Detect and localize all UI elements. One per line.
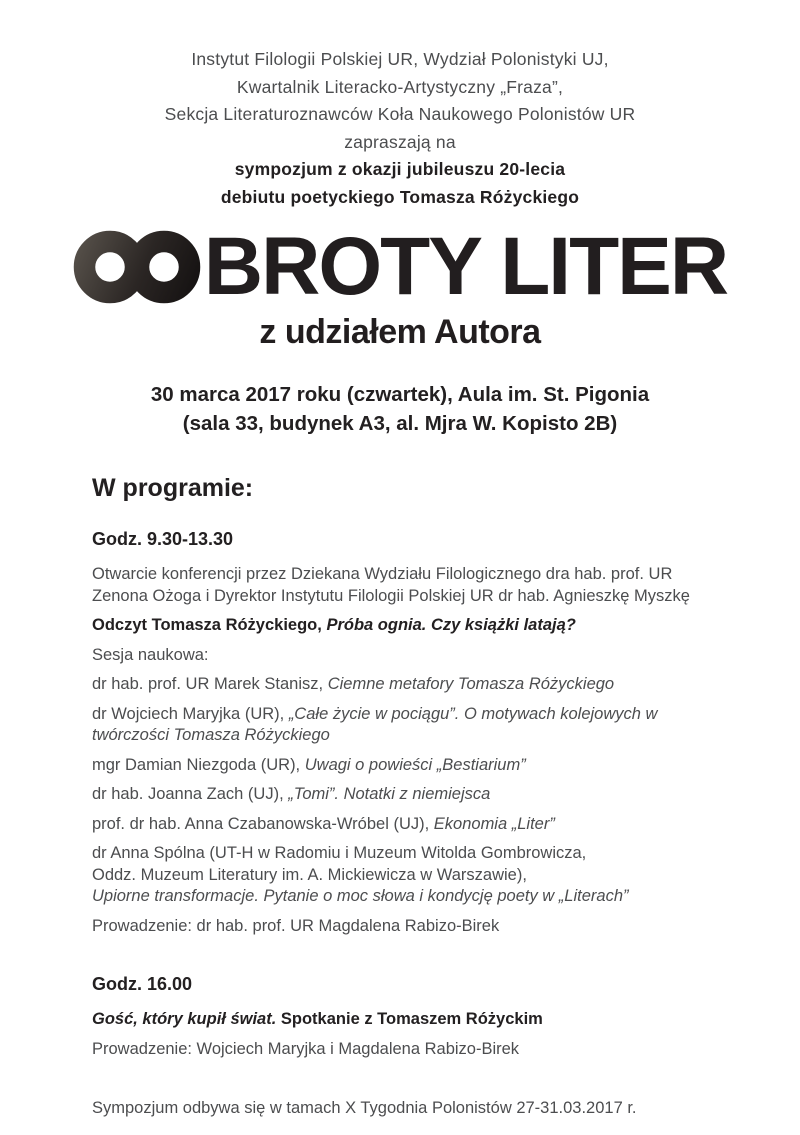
- talk-title: Ekonomia „Liter”: [433, 814, 555, 833]
- talk-speaker: dr hab. Joanna Zach (UJ),: [92, 785, 289, 803]
- talk-entry-spolna: [92, 843, 730, 908]
- reading-entry: [92, 615, 730, 637]
- talk-entry: [92, 755, 730, 777]
- afternoon-session: [92, 974, 730, 1060]
- talk-entry: [92, 784, 730, 806]
- morning-session: [92, 529, 730, 937]
- organizer-line: Instytut Filologii Polskiej UR, Wydział Polonistyki UJ,: [191, 49, 609, 69]
- talk-title: „Tomi”. Notatki z niemiejsca: [288, 785, 491, 803]
- chair-entry: Prowadzenie: Wojciech Maryjka i Magdalena Rabizo-Birek: [92, 1039, 520, 1058]
- infinity-icon: [73, 230, 201, 304]
- reading-title: Próba ognia. Czy książki latają?: [326, 616, 576, 634]
- talk-speaker: dr Wojciech Maryjka (UR),: [92, 704, 289, 723]
- meeting-entry: [92, 1009, 730, 1031]
- talk-entry: [92, 704, 730, 747]
- title-row: [0, 221, 800, 312]
- talk-speaker: dr Anna Spólna (UT-H w Radomiu i Muzeum Witolda Gombrowicza,: [92, 844, 587, 862]
- occasion-line: sympozjum z okazji jubileuszu 20-lecia: [234, 159, 566, 179]
- invite-phrase: zapraszają na: [344, 131, 456, 152]
- meeting-rest: Spotkanie z Tomaszem Różyckim: [276, 1010, 543, 1028]
- occasion-line: debiutu poetyckiego Tomasza Różyckiego: [220, 186, 580, 207]
- page-subtitle: z udziałem Autora: [259, 313, 541, 351]
- session-time: Godz. 16.00: [92, 974, 193, 994]
- organizer-line: Sekcja Literaturoznawców Koła Naukowego Polonistów UR: [164, 104, 636, 124]
- talk-title: Upiorne transformacje. Pytanie o moc słowa i kondycję poety w „Literach”: [92, 887, 629, 905]
- talk-title: Uwagi o powieści „Bestiarium”: [304, 755, 526, 774]
- talk-entry: [92, 674, 730, 696]
- meeting-title: Gość, który kupił świat.: [92, 1010, 277, 1028]
- program-section: [92, 474, 730, 1060]
- talk-entry: [92, 814, 730, 836]
- talk-title: Ciemne metafory Tomasza Różyckiego: [327, 675, 615, 693]
- page-title: BROTY LITER: [203, 221, 728, 312]
- talk-title: „Całe życie w pociągu”. O motywach kolejowych w twórczości Tomasza Różyckiego: [92, 704, 658, 744]
- organizer-line: Kwartalnik Literacko-Artystyczny „Fraza”,: [236, 76, 564, 97]
- chair-entry: Prowadzenie: dr hab. prof. UR Magdalena Rabizo-Birek: [92, 916, 500, 935]
- date-line: 30 marca 2017 roku (czwartek), Aula im. St. Pigonia: [150, 383, 650, 406]
- talk-speaker-affiliation: Oddz. Muzeum Literatury im. A. Mickiewicza w Warszawie),: [92, 865, 527, 884]
- talk-speaker: dr hab. prof. UR Marek Stanisz,: [92, 675, 328, 693]
- program-heading: W programie:: [92, 474, 254, 502]
- session-time: Godz. 9.30-13.30: [92, 529, 234, 549]
- session-label: Sesja naukowa:: [92, 645, 209, 664]
- talk-speaker: mgr Damian Niezgoda (UR),: [92, 755, 305, 774]
- opening-entry: Otwarcie konferencji przez Dziekana Wydziału Filologicznego dra hab. prof. UR Zenona Ożoga i Dyrektor Instytutu Filologii Polskiej UR dr hab. Agnieszkę Myszkę: [92, 565, 690, 605]
- date-venue-block: [0, 381, 800, 438]
- address-line: (sala 33, budynek A3, al. Mjra W. Kopisto 2B): [182, 411, 618, 435]
- talk-speaker: prof. dr hab. Anna Czabanowska-Wróbel (UJ),: [92, 814, 434, 833]
- footer-note: Sympozjum odbywa się w tamach X Tygodnia Polonistów 27-31.03.2017 r.: [92, 1099, 637, 1117]
- invitation-header: [0, 0, 800, 211]
- reading-label: Odczyt Tomasza Różyckiego,: [92, 616, 327, 634]
